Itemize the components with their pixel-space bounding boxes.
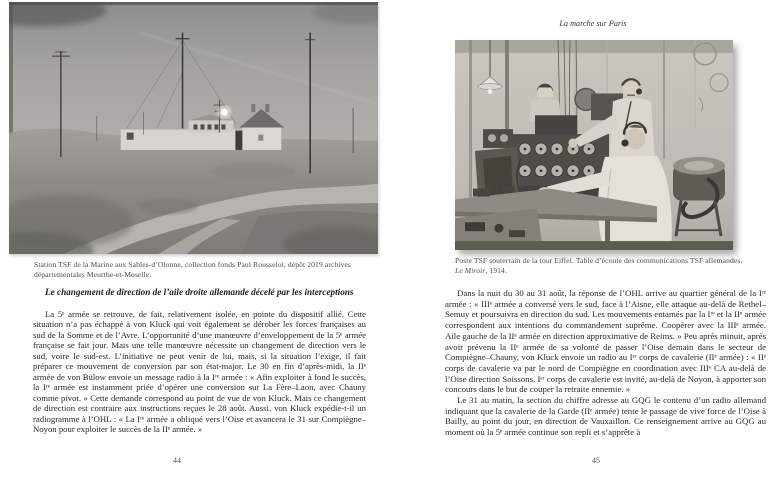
left-photo-caption: Station TSF de la Marine aux Sables-d’Olonne, collection fonds Paul Rousselot, dépôt 2019 archives départementales Meurthe-et-Moselle. [34, 260, 351, 279]
right-paragraph-2: Le 31 au matin, la section du chiffre adresse au GQG le contenu d’un radio allemand indiquant que la cavalerie de la Garde (IIᵉ armée) tente le passage de vive force de l’Oise à Bailly, au point du jour, en direction de Vauxaillon. Ce renseignement arrive au GQG au moment où la 5ᵉ armée continue son repli et s’apprête à [445, 395, 766, 438]
tsf-station-photo-illustration [9, 2, 378, 254]
left-paragraph: La 5ᵉ armée se retrouve, de fait, relativement isolée, en pointe du dispositif allié. Cette situation n’a pas échappé à von Kluck qui voit également se dérober les forces françaises au sud de la Somme et de l’Avre. L’opportunité d’une manœuvre d’enveloppement de la 5ᵉ armée française se fait jour. Mais une telle manœuvre nécessite un changement de direction vers le sud, voire le sud-est. L’initiative ne peut venir de lui, mais, si la situation l’exige, il fait préparer ce mouvement de conversion par son état-major. Le 30 en fin d’après-midi, la IIᵉ armée de von Bülow envoie un message radio à la Iʳᵉ armée : « Afin exploiter à fond le succès, la Iʳᵉ armée est instamment priée d’opérer une conversion sur La Fère–Laon, avec Chauny comme pivot. » Cette demande correspond au point de vue de von Kluck. Mais ce changement de direction est contraire aux instructions reçues le 28 août. Aussi, von Kluck expédie-t-il un radiogramme à l’OHL : « La Iʳᵉ armée a obliqué vers l’Oise et avancera le 31 sur Compiègne–Noyon pour exploiter le succès de la IIᵉ armée. » [33, 309, 366, 434]
right-photo-caption-credit [455, 266, 757, 276]
eiffel-listening-post-photo [455, 40, 733, 250]
tsf-station-photo [9, 2, 378, 254]
caption-source-title: Le Miroir [455, 265, 486, 275]
caption-source-year: , 1914. [485, 265, 507, 275]
right-page-body [445, 288, 766, 438]
eiffel-listening-post-illustration [455, 40, 733, 250]
left-page-number: 44 [173, 456, 181, 465]
right-photo-caption-text: Poste TSF souterrain de la tour Eiffel. Table d’écoute des communications TSF allemandes. [455, 256, 743, 265]
right-page-number: 45 [592, 456, 600, 465]
right-paragraph-1: Dans la nuit du 30 au 31 août, la réponse de l’OHL arrive au quartier général de la Iʳᵉ armée : « IIIᵉ armée a conversé vers le sud, face à l’Aisne, elle attaque au-delà de Rethel–Semuy et poursuivra en direction du sud. Les mouvements entamés par la Iʳᵉ et la IIᵉ armée correspondent aux intentions du commandement suprême. Coopérer avec la IIIᵉ armée. Aile gauche de la IIᵉ armée en direction approximative de Reims. » Peu après minuit, après avoir prévenu la IIᵉ armée de sa volonté de passer l’Oise demain dans le secteur de Compiègne–Chauny, von Kluck envoie un radio au Iᵉʳ corps de cavalerie (IIᵉ armée) : « IIᵉ corps de cavalerie va par le nord de Compiègne en coordination avec IIIᵉ CA au-delà de l’Oise direction Soissons. Iᵉʳ corps de cavalerie est invité, au-delà de Noyon, à apporter son concours dans le but de couper la retraite ennemie. » [445, 288, 766, 395]
running-header: La marche sur Paris [559, 19, 627, 28]
right-photo-caption [455, 256, 757, 275]
left-page-body [33, 309, 366, 434]
section-heading: Le changement de direction de l’aile droite allemande décelé par les interceptions [45, 287, 354, 297]
